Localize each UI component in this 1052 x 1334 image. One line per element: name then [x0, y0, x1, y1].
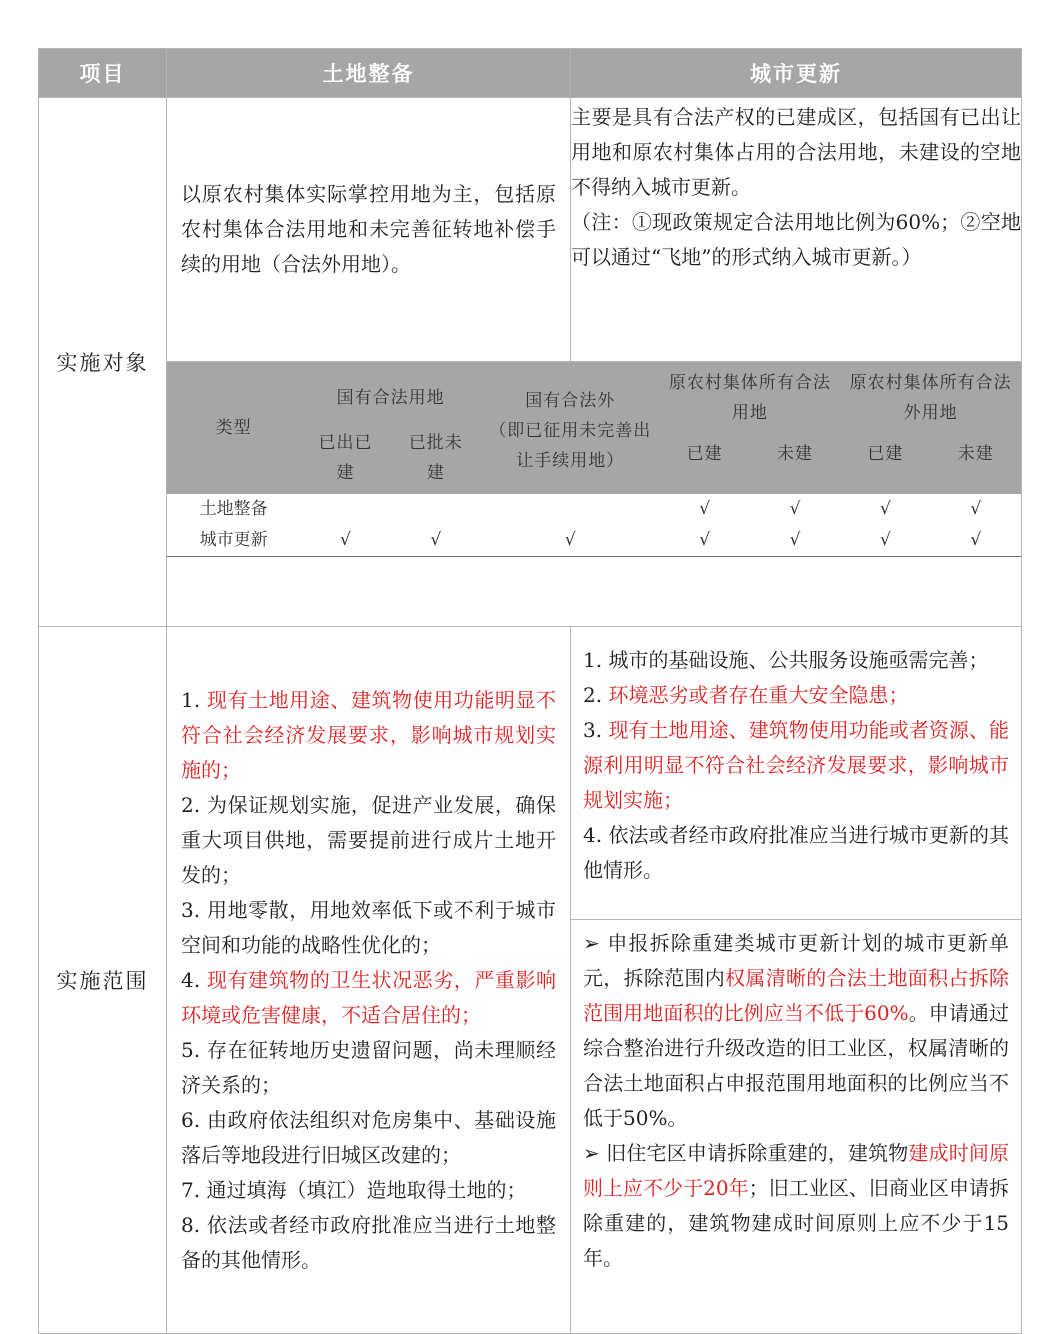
check-mark: √ — [699, 499, 711, 519]
land-type-table — [167, 362, 1021, 557]
item-number: 3. — [583, 718, 609, 742]
scope-lp-item-5: 5. 存在征转地历史遗留问题，尚未理顺经济关系的； — [181, 1037, 556, 1097]
scope-row — [39, 627, 1022, 1334]
scope-ur-item-3-red: 现有土地用途、建筑物使用功能或者资源、能源利用明显不符合社会经济发展要求，影响城市规划实施； — [583, 718, 1009, 812]
scope-ur-item-2-red: 环境恶劣或者存在重大安全隐患； — [608, 683, 909, 707]
item-number: 4. — [181, 967, 208, 992]
sub-cell — [300, 494, 390, 525]
scope-urban-renewal — [571, 627, 1022, 1334]
row-label-scope: 实施范围 — [39, 627, 167, 1334]
sub-header-state-illegal — [481, 362, 659, 494]
sub-header-cl-unbuilt: 未建 — [750, 428, 840, 494]
scope-ur-para-1 — [583, 926, 1009, 1136]
scope-ur-item-1: 1. 城市的基础设施、公共服务设施亟需完善； — [583, 648, 989, 672]
scope-lp-item-4 — [181, 963, 556, 1033]
scope-lp-item-7: 7. 通过填海（填江）造地取得土地的； — [181, 1177, 527, 1202]
check-mark: √ — [970, 499, 982, 519]
target-urban-renewal-text: 主要是具有合法产权的已建成区，包括国有已出让用地和原农村集体占用的合法用地，未建设的空地不得纳入城市更新。 — [571, 105, 1021, 199]
scope-lp-item-1-red: 现有土地用途、建筑物使用功能明显不符合社会经济发展要求，影响城市规划实施的； — [181, 687, 557, 782]
check-mark: √ — [789, 499, 801, 519]
sub-cell — [391, 494, 481, 525]
scope-ur-para-2 — [583, 1136, 1009, 1276]
sub-row-label: 城市更新 — [167, 525, 300, 557]
subtable-row — [39, 362, 1022, 627]
scope-lp-item-6: 6. 由政府依法组织对危房集中、基础设施落后等地段进行旧城区改建的； — [181, 1107, 556, 1167]
scope-land-prep — [167, 627, 571, 1334]
sub-header-collective-legal: 原农村集体所有合法用地 — [659, 362, 840, 428]
scope-ur-item-3 — [583, 713, 1009, 818]
header-row — [39, 49, 1022, 98]
sub-header-state-legal: 国有合法用地 — [300, 362, 481, 428]
check-mark: √ — [391, 525, 481, 557]
sub-header-state-illegal-l1: 国有合法外 — [525, 391, 616, 411]
sub-header-state-illegal-l2: （即已征用未完善出让手续用地） — [489, 421, 652, 471]
check-mark: √ — [750, 525, 840, 557]
scope-lp-item-8: 8. 依法或者经市政府批准应当进行土地整备的其他情形。 — [181, 1212, 556, 1272]
sub-header-sold-built: 已出已建 — [300, 428, 390, 494]
para-text: ➢ 旧住宅区申请拆除重建的，建筑物 — [583, 1141, 909, 1165]
check-mark: √ — [840, 525, 930, 557]
sub-cell — [481, 494, 659, 525]
scope-ur-requirements — [571, 920, 1021, 1282]
scope-lp-item-1 — [181, 683, 556, 788]
para-text: ➢ 申报拆除重建类城市更新计划的城市更新单元，拆除范围内 — [583, 931, 1009, 990]
target-urban-renewal-note: （注：①现政策规定合法用地比例为60%；②空地可以通过“飞地”的形式纳入城市更新。） — [571, 210, 1021, 269]
sub-header-ci-built: 已建 — [840, 428, 930, 494]
para-text: 。申请通过综合整治进行升级改造的旧工业区，权属清晰的合法土地面积占申报范围用地面积的比例应当不低于50%。 — [583, 1001, 1010, 1130]
target-land-prep — [167, 98, 571, 362]
target-urban-renewal — [571, 98, 1022, 362]
scope-ur-item-2 — [583, 678, 1009, 713]
para-text: ；旧工业区、旧商业区申请拆除重建的，建筑物建成时间原则上应不少于15年。 — [583, 1176, 1009, 1270]
check-mark: √ — [931, 525, 1021, 557]
check-mark: √ — [481, 525, 659, 557]
check-mark: √ — [659, 525, 749, 557]
header-land-prep: 土地整备 — [167, 49, 571, 98]
sub-row-urban-renewal — [167, 525, 1021, 557]
sub-header-collective-illegal: 原农村集体所有合法外用地 — [840, 362, 1021, 428]
row-label-target: 实施对象 — [39, 98, 167, 627]
scope-ur-item-4: 4. 依法或者经市政府批准应当进行城市更新的其他情形。 — [583, 823, 1009, 882]
scope-lp-item-3: 3. 用地零散，用地效率低下或不利于城市空间和功能的战略性优化的； — [181, 897, 556, 957]
target-row — [39, 98, 1022, 362]
sub-header-ci-unbuilt: 未建 — [931, 428, 1021, 494]
sub-row-label: 土地整备 — [199, 499, 268, 519]
check-mark: √ — [879, 499, 891, 519]
sub-row-land-prep — [167, 494, 1021, 525]
sub-header-type: 类型 — [167, 362, 300, 494]
scope-lp-item-2: 2. 为保证规划实施，促进产业发展，确保重大项目供地，需要提前进行成片土地开发的； — [181, 792, 556, 887]
header-urban-renewal: 城市更新 — [571, 49, 1022, 98]
comparison-table — [38, 48, 1022, 1334]
sub-header-approved-unbuilt: 已批未建 — [391, 428, 481, 494]
scope-lp-item-4-red: 现有建筑物的卫生状况恶劣，严重影响环境或危害健康，不适合居住的； — [181, 967, 557, 1027]
item-number: 2. — [583, 683, 609, 707]
para-text-red: 建成时间原则上应不少于20年 — [583, 1141, 1009, 1200]
para-text-red: 权属清晰的合法土地面积占拆除范围用地面积的比例应当不低于60% — [583, 966, 1010, 1025]
target-land-prep-text: 以原农村集体实际掌控用地为主，包括原农村集体合法用地和未完善征转地补偿手续的用地（合法外用地）。 — [181, 182, 556, 276]
header-item: 项目 — [39, 49, 167, 98]
item-number: 1. — [181, 687, 208, 712]
scope-ur-conditions — [571, 627, 1021, 920]
subtable-cell — [167, 362, 1022, 627]
sub-header-cl-built: 已建 — [659, 428, 749, 494]
check-mark: √ — [300, 525, 390, 557]
